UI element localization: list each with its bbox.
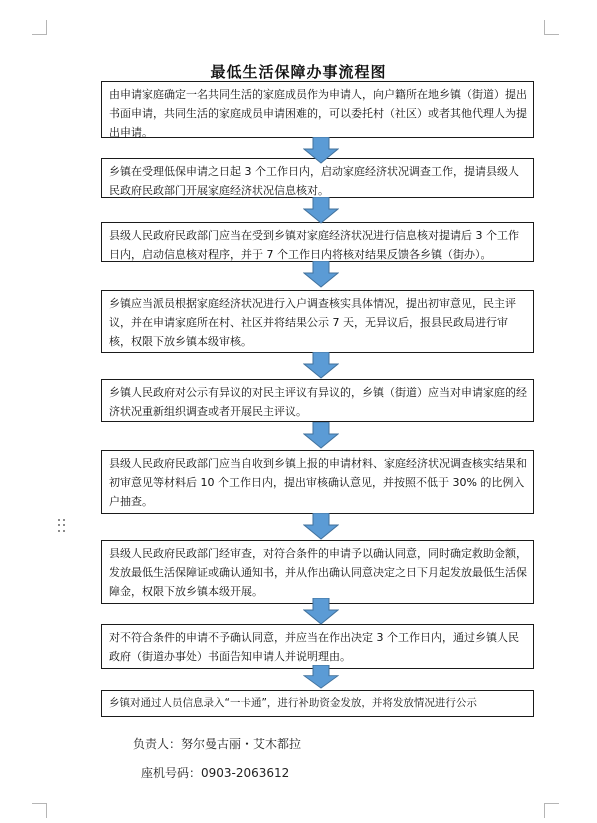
down-arrow-icon [303, 513, 339, 540]
flow-step-6: 县级人民政府民政部门应当自收到乡镇上报的申请材料、家庭经济状况调查核实结果和初审意见等材料后 10 个工作日内，提出审核确认意见，并按照不低于 30% 的比例入户抽查。 [101, 450, 534, 514]
crop-mark-top-left [32, 20, 47, 35]
crop-mark-bottom-right [544, 803, 559, 818]
flow-step-3: 县级人民政府民政部门应当在受到乡镇对家庭经济状况进行信息核对提请后 3 个工作日内，启动信息核对程序，并于 7 个工作日内将核对结果反馈各乡镇（街办）。 [101, 222, 534, 262]
down-arrow-icon [303, 197, 339, 224]
contact-phone: 座机号码：0903-2063612 [141, 766, 290, 780]
flow-step-9: 乡镇对通过人员信息录入“一卡通”，进行补助资金发放，并将发放情况进行公示 [101, 690, 534, 717]
crop-mark-top-right [544, 20, 559, 35]
responsible-person: 负责人：努尔曼古丽・艾木都拉 [133, 737, 302, 751]
page-title: 最低生活保障办事流程图 [210, 63, 387, 81]
down-arrow-icon [303, 422, 339, 449]
down-arrow-icon [303, 352, 339, 379]
flow-step-7: 县级人民政府民政部门经审查，对符合条件的申请予以确认同意，同时确定救助金额，发放最低生活保障证或确认通知书，并从作出确认同意决定之日下月起发放最低生活保障金，权限下放乡镇本级开展。 [101, 540, 534, 604]
down-arrow-icon [303, 137, 339, 164]
flow-step-4: 乡镇应当派员根据家庭经济状况进行入户调查核实具体情况，提出初审意见，民主评议，并在申请家庭所在村、社区并将结果公示 7 天，无异议后，报县民政局进行审核，权限下放乡镇本级审核。 [101, 290, 534, 353]
down-arrow-icon [303, 598, 339, 625]
flow-step-1: 由申请家庭确定一名共同生活的家庭成员作为申请人，向户籍所在地乡镇（街道）提出书面申请，共同生活的家庭成员申请困难的，可以委托村（社区）或者其他代理人为提出申请。 [101, 81, 534, 138]
down-arrow-icon [303, 665, 339, 689]
flow-step-8: 对不符合条件的申请不予确认同意，并应当在作出决定 3 个工作日内，通过乡镇人民政府（街道办事处）书面告知申请人并说明理由。 [101, 624, 534, 669]
crop-mark-bottom-left [32, 803, 47, 818]
flow-step-2: 乡镇在受理低保申请之日起 3 个工作日内，启动家庭经济状况调查工作，提请县级人民政府民政部门开展家庭经济状况信息核对。 [101, 158, 534, 198]
down-arrow-icon [303, 261, 339, 288]
drag-handle-icon[interactable] [58, 519, 66, 533]
flow-step-5: 乡镇人民政府对公示有异议的对民主评议有异议的，乡镇（街道）应当对申请家庭的经济状况重新组织调查或者开展民主评议。 [101, 379, 534, 422]
